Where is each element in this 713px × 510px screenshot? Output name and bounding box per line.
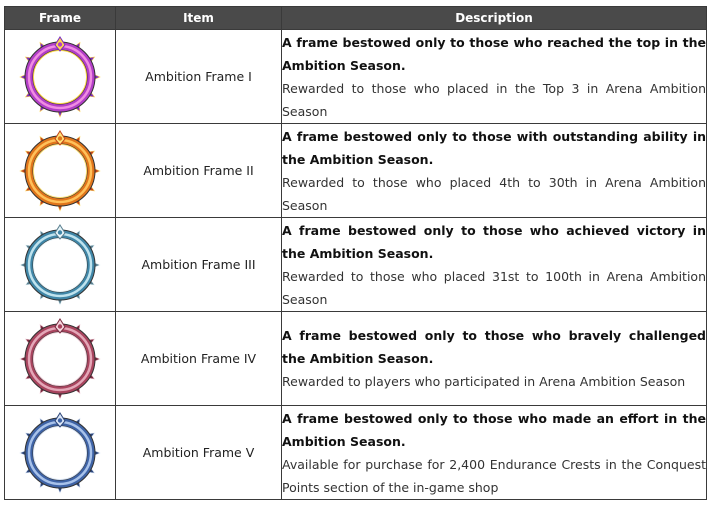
description-cell bbox=[282, 30, 707, 124]
description-title: A frame bestowed only to those who reached the top in the Ambition Season. bbox=[282, 34, 706, 73]
ambition-frame-4-icon bbox=[18, 317, 102, 401]
description-title: A frame bestowed only to those who bravely challenged the Ambition Season. bbox=[282, 328, 706, 366]
description-note: Rewarded to those who placed 4th to 30th in Arena Ambition Season bbox=[282, 174, 706, 213]
header-frame: Frame bbox=[5, 7, 116, 30]
frame-cell bbox=[5, 124, 116, 218]
header-row bbox=[5, 7, 707, 30]
table-row bbox=[5, 406, 707, 500]
item-name: Ambition Frame I bbox=[116, 30, 282, 124]
frame-cell bbox=[5, 30, 116, 124]
ambition-frame-3-icon bbox=[18, 223, 102, 307]
description-title: A frame bestowed only to those who achieved victory in the Ambition Season. bbox=[282, 222, 706, 261]
frame-cell bbox=[5, 218, 116, 312]
description-cell bbox=[282, 218, 707, 312]
header-description: Description bbox=[282, 7, 707, 30]
description-note: Available for purchase for 2,400 Endurance Crests in the Conquest Points section of the in-game shop bbox=[282, 456, 706, 495]
ambition-frames-table bbox=[4, 6, 707, 500]
description-title: A frame bestowed only to those with outstanding ability in the Ambition Season. bbox=[282, 128, 706, 167]
ambition-frame-2-icon bbox=[18, 129, 102, 213]
frame-cell bbox=[5, 406, 116, 500]
table-row bbox=[5, 124, 707, 218]
description-note: Rewarded to those who placed 31st to 100th in Arena Ambition Season bbox=[282, 268, 706, 307]
item-name: Ambition Frame II bbox=[116, 124, 282, 218]
ambition-frame-1-icon bbox=[18, 35, 102, 119]
table-row bbox=[5, 218, 707, 312]
description-cell bbox=[282, 312, 707, 406]
header-item: Item bbox=[116, 7, 282, 30]
description-note: Rewarded to those who placed in the Top 3 in Arena Ambition Season bbox=[282, 80, 706, 119]
item-name: Ambition Frame III bbox=[116, 218, 282, 312]
frame-cell bbox=[5, 312, 116, 406]
description-note: Rewarded to players who participated in Arena Ambition Season bbox=[282, 374, 686, 389]
ambition-frame-5-icon bbox=[18, 411, 102, 495]
description-cell bbox=[282, 124, 707, 218]
description-title: A frame bestowed only to those who made an effort in the Ambition Season. bbox=[282, 410, 706, 449]
item-name: Ambition Frame V bbox=[116, 406, 282, 500]
table-row bbox=[5, 30, 707, 124]
table-row bbox=[5, 312, 707, 406]
description-cell bbox=[282, 406, 707, 500]
item-name: Ambition Frame IV bbox=[116, 312, 282, 406]
